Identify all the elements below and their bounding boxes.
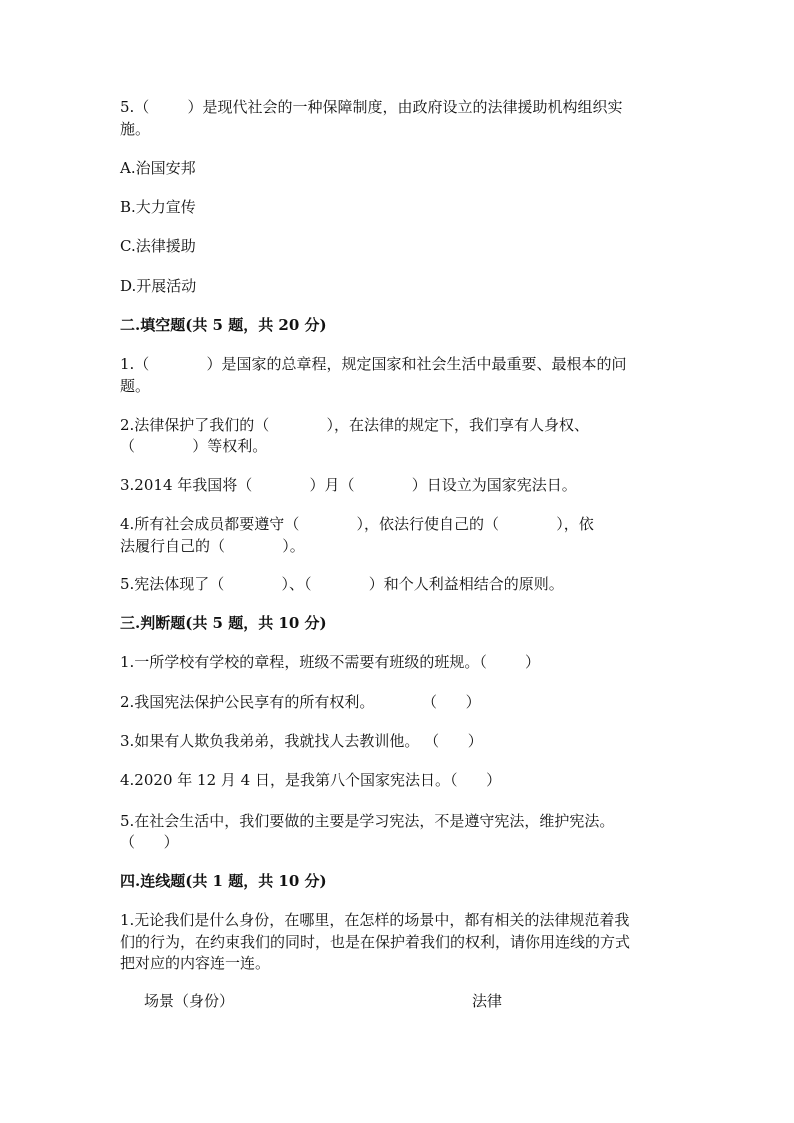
fill-question-4-line1: 4.所有社会成员都要遵守（ ），依法行使自己的（ ），依	[120, 515, 594, 533]
fill-question-1-line1: 1.（ ）是国家的总章程，规定国家和社会生活中最重要、最根本的问	[120, 355, 627, 373]
fill-question-3: 3.2014 年我国将（ ）月（ ）日设立为国家宪法日。	[120, 476, 577, 494]
question-5-text-line1: 5.（ ）是现代社会的一种保障制度，由政府设立的法律援助机构组织实	[120, 98, 623, 116]
judge-question-5-line1: 5.在社会生活中，我们要做的主要是学习宪法，不是遵守宪法，维护宪法。	[120, 812, 615, 830]
matching-column-scene: 场景（身份）	[144, 992, 235, 1010]
matching-question-1-line2: 们的行为，在约束我们的同时，也是在保护着我们的权利，请你用连线的方式	[120, 933, 631, 951]
section-heading: 四.连线题(共 1 题，共 10 分)	[120, 872, 327, 890]
judge-question-4: 4.2020 年 12 月 4 日，是我第八个国家宪法日。（ ）	[120, 771, 502, 789]
question-5-text-line2: 施。	[120, 120, 151, 138]
judge-question-1: 1.一所学校有学校的章程，班级不需要有班级的班规。（ ）	[120, 653, 540, 671]
option-c: C.法律援助	[120, 237, 196, 255]
option-b: B.大力宣传	[120, 198, 196, 216]
section-heading: 二.填空题(共 5 题，共 20 分)	[120, 316, 327, 334]
fill-question-2-line1: 2.法律保护了我们的（ ），在法律的规定下，我们享有人身权、	[120, 416, 590, 434]
matching-column-law: 法律	[472, 992, 503, 1010]
option-d: D.开展活动	[120, 277, 197, 295]
fill-question-2-line2: （ ）等权利。	[120, 437, 268, 455]
fill-question-1-line2: 题。	[120, 377, 151, 395]
matching-question-1-line3: 把对应的内容连一连。	[120, 954, 271, 972]
matching-question-1-line1: 1.无论我们是什么身份，在哪里，在怎样的场景中，都有相关的法律规范着我	[120, 911, 630, 929]
judge-question-5-line2: （ ）	[120, 833, 179, 851]
judge-question-3: 3.如果有人欺负我弟弟，我就找人去教训他。 （ ）	[120, 732, 483, 750]
option-a: A.治国安邦	[120, 159, 196, 177]
fill-question-5: 5.宪法体现了（ ）、（ ）和个人利益相结合的原则。	[120, 575, 564, 593]
judge-question-2: 2.我国宪法保护公民享有的所有权利。 （ ）	[120, 693, 481, 711]
fill-question-4-line2: 法履行自己的（ ）。	[120, 537, 305, 555]
section-heading: 三.判断题(共 5 题，共 10 分)	[120, 614, 327, 632]
